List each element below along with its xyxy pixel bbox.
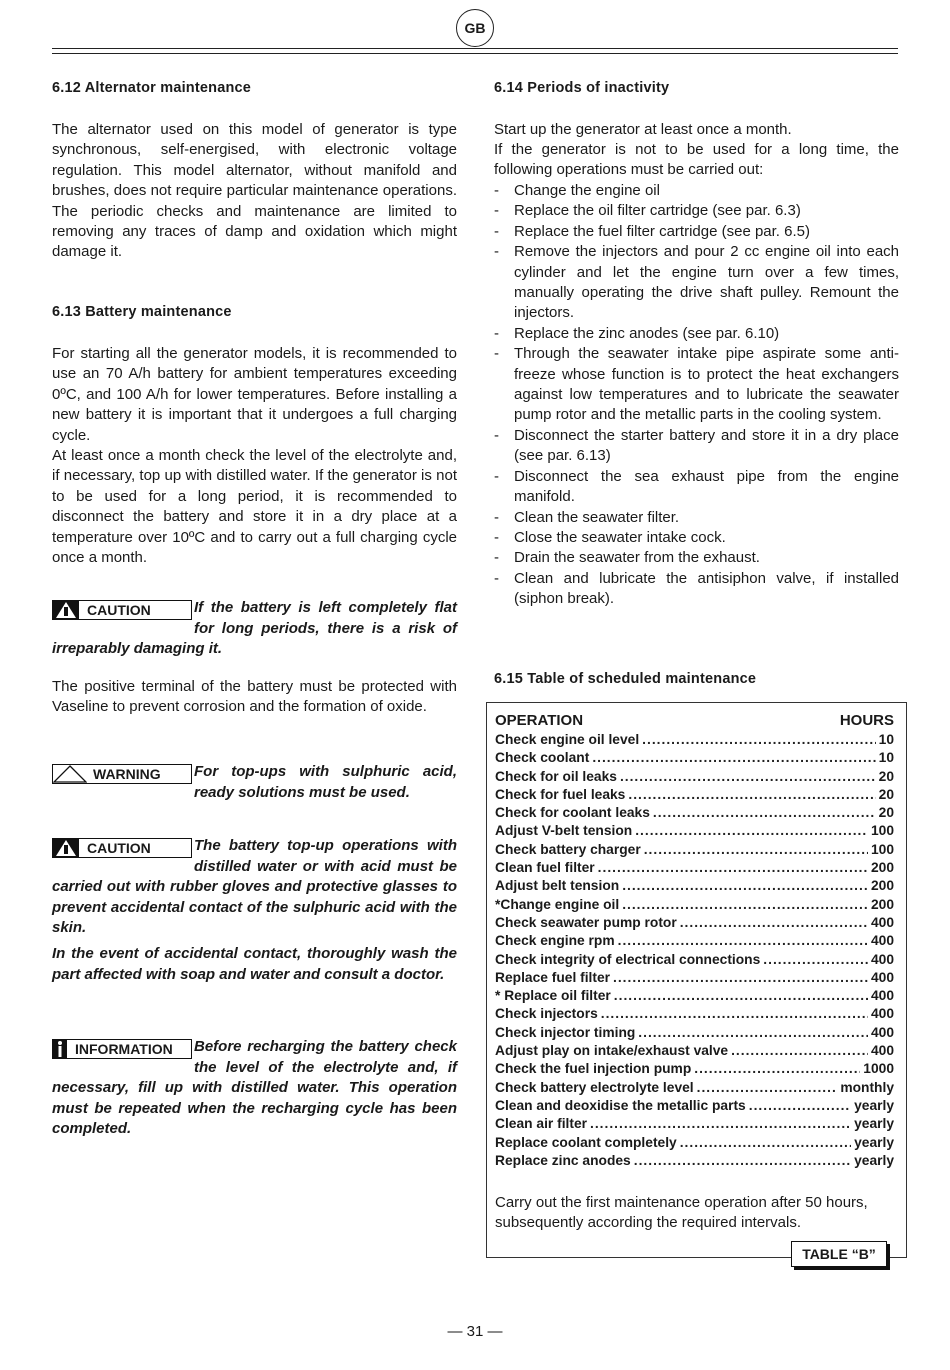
caution-notice-1 bbox=[52, 598, 457, 660]
row-operation: Check injector timing bbox=[495, 1024, 636, 1040]
row-operation: Check coolant bbox=[495, 750, 590, 766]
table-tag: TABLE “B” bbox=[791, 1241, 887, 1267]
table-row bbox=[495, 1098, 894, 1116]
list-item: - Disconnect the starter battery and store it in a dry place (see par. 6.13) bbox=[494, 426, 899, 467]
row-operation: Adjust V-belt tension bbox=[495, 823, 633, 839]
row-hours: 1000 bbox=[863, 1061, 894, 1077]
section-6-15-title: 6.15 Table of scheduled maintenance bbox=[494, 671, 757, 687]
row-operation: Replace coolant completely bbox=[495, 1134, 677, 1150]
warning-badge: WARNING bbox=[52, 760, 192, 784]
row-operation: Check for fuel leaks bbox=[495, 786, 626, 802]
warning-triangle-icon bbox=[53, 765, 87, 783]
row-hours: 200 bbox=[870, 878, 894, 894]
dot-leader bbox=[680, 915, 868, 930]
battery-body-2: At least once a month check the level of the electrolyte and, if necessary, top up with distilled water. If the generator is not to be used for a long period, it is recommended to disconnect the battery and store it in a dry place at a temperature over 10ºC and to carry out a full charging cycle once a month. bbox=[52, 447, 457, 567]
dot-leader bbox=[634, 1153, 851, 1168]
hazard-hand-icon bbox=[53, 839, 79, 857]
inactivity-intro-2: If the generator is not to be used for a long time, the following operations must be carried out: bbox=[494, 141, 899, 179]
header-rule-bottom bbox=[52, 53, 898, 54]
list-item: - Clean and lubricate the antisiphon valve, if installed (siphon break). bbox=[494, 569, 899, 610]
row-hours: 400 bbox=[870, 988, 894, 1004]
table-row bbox=[495, 1153, 894, 1171]
dot-leader bbox=[601, 1006, 868, 1021]
table-row bbox=[495, 933, 894, 951]
information-notice bbox=[52, 1037, 457, 1140]
table-row bbox=[495, 1006, 894, 1024]
table-row bbox=[495, 915, 894, 933]
row-operation: *Change engine oil bbox=[495, 896, 620, 912]
list-item: - Through the seawater intake pipe aspirate some anti-freeze whose function is to protect the heat exchangers against low temperatures and to lubricate the seawater pump rotor and the metallic parts in the cooling system. bbox=[494, 344, 899, 426]
row-operation: Clean fuel filter bbox=[495, 860, 595, 876]
hazard-hand-icon bbox=[53, 601, 79, 619]
row-hours: 100 bbox=[870, 841, 894, 857]
section-6-14-title: 6.14 Periods of inactivity bbox=[494, 80, 670, 96]
row-operation: Check engine oil level bbox=[495, 732, 640, 747]
table-row bbox=[495, 970, 894, 988]
dot-leader bbox=[622, 878, 868, 893]
table-row bbox=[495, 842, 894, 860]
row-operation: Check engine rpm bbox=[495, 933, 615, 949]
table-row bbox=[495, 787, 894, 805]
table-row bbox=[495, 897, 894, 915]
list-item: - Remove the injectors and pour 2 cc engine oil into each cylinder and let the engine turn over a few times, manually operating the drive shaft pulley. Remount the injectors. bbox=[494, 242, 899, 324]
table-row bbox=[495, 952, 894, 970]
information-badge: INFORMATION bbox=[52, 1035, 192, 1059]
dot-leader bbox=[749, 1098, 851, 1113]
row-operation: Check the fuel injection pump bbox=[495, 1061, 692, 1077]
row-hours: 200 bbox=[870, 860, 894, 876]
row-hours: 400 bbox=[870, 951, 894, 967]
row-operation: Check battery electrolyte level bbox=[495, 1079, 694, 1095]
warning-text: For top-ups with sulphuric acid, ready solutions must be used. bbox=[194, 763, 457, 801]
list-item: - Change the engine oil bbox=[494, 181, 899, 201]
dot-leader bbox=[697, 1080, 838, 1095]
row-hours: yearly bbox=[854, 1116, 894, 1132]
table-row bbox=[495, 1061, 894, 1079]
row-operation: Replace fuel filter bbox=[495, 969, 611, 985]
row-hours: 400 bbox=[870, 1006, 894, 1022]
row-operation: Check for oil leaks bbox=[495, 768, 617, 784]
row-hours: monthly bbox=[840, 1079, 894, 1095]
table-row bbox=[495, 732, 894, 750]
row-operation: Check integrity of electrical connections bbox=[495, 951, 761, 967]
row-operation: Check for coolant leaks bbox=[495, 805, 650, 821]
dot-leader bbox=[613, 970, 868, 985]
row-operation: Check seawater pump rotor bbox=[495, 914, 677, 930]
table-row bbox=[495, 769, 894, 787]
warning-notice bbox=[52, 762, 457, 803]
table-row bbox=[495, 1025, 894, 1043]
inactivity-intro-1: Start up the generator at least once a month. bbox=[494, 121, 792, 138]
dot-leader bbox=[592, 750, 875, 765]
table-rows bbox=[495, 732, 894, 1171]
table-note: Carry out the first maintenance operation after 50 hours, subsequently according the required intervals. bbox=[495, 1194, 868, 1232]
list-item: - Drain the seawater from the exhaust. bbox=[494, 548, 899, 568]
row-operation: Clean air filter bbox=[495, 1116, 588, 1132]
dot-leader bbox=[635, 823, 868, 838]
row-hours: 10 bbox=[878, 732, 894, 747]
battery-body-3: The positive terminal of the battery must be protected with Vaseline to prevent corrosion and the formation of oxide. bbox=[52, 678, 457, 716]
table-row bbox=[495, 860, 894, 878]
table-row bbox=[495, 878, 894, 896]
table-row bbox=[495, 1043, 894, 1061]
section-6-12-body: The alternator used on this model of generator is type synchronous, self-energised, with electronic voltage regulation. This model alternator, without manifold and brushes, does not require particular maintenance operations. The periodic checks and maintenance are limited to removing any traces of damp and oxidation which might damage it. bbox=[52, 121, 457, 261]
row-hours: yearly bbox=[854, 1152, 894, 1168]
row-hours: 400 bbox=[870, 1043, 894, 1059]
list-item: - Replace the oil filter cartridge (see par. 6.3) bbox=[494, 201, 899, 221]
information-text: Before recharging the battery check the level of the electrolyte and, if necessary, fill up with distilled water. This operation must be repeated when the recharging cycle has been completed. bbox=[52, 1038, 457, 1137]
dot-leader bbox=[653, 805, 876, 820]
dot-leader bbox=[620, 769, 876, 784]
row-hours: yearly bbox=[854, 1097, 894, 1113]
row-hours: 20 bbox=[878, 805, 894, 821]
dot-leader bbox=[638, 1025, 868, 1040]
header-rule-top bbox=[52, 48, 898, 49]
dot-leader bbox=[590, 1116, 851, 1131]
row-hours: 400 bbox=[870, 933, 894, 949]
caution-2-text: The battery top-up operations with distilled water or with acid must be carried out with rubber gloves and protective glasses to prevent accidental contact of the sulphuric acid with the skin. bbox=[52, 837, 457, 936]
column-operation: OPERATION bbox=[495, 712, 584, 729]
row-hours: 20 bbox=[878, 768, 894, 784]
dot-leader bbox=[622, 897, 868, 912]
table-row bbox=[495, 1080, 894, 1098]
table-row bbox=[495, 823, 894, 841]
row-operation: Check battery charger bbox=[495, 841, 641, 857]
inactivity-list bbox=[494, 181, 899, 610]
row-hours: 400 bbox=[870, 1024, 894, 1040]
caution-1-text: If the battery is left completely flat for long periods, there is a risk of irreparably damaging it. bbox=[52, 599, 457, 657]
list-item: - Disconnect the sea exhaust pipe from the engine manifold. bbox=[494, 467, 899, 508]
dot-leader bbox=[614, 988, 868, 1003]
info-icon bbox=[53, 1040, 67, 1058]
section-6-13-title: 6.13 Battery maintenance bbox=[52, 304, 232, 320]
dot-leader bbox=[642, 732, 875, 747]
caution-2-text-2: In the event of accidental contact, thoroughly wash the part affected with soap and water and consult a doctor. bbox=[52, 945, 457, 983]
table-row bbox=[495, 988, 894, 1006]
dot-leader bbox=[731, 1043, 868, 1058]
dot-leader bbox=[644, 842, 868, 857]
row-hours: yearly bbox=[854, 1134, 894, 1150]
caution-notice-2 bbox=[52, 836, 457, 939]
row-operation: Adjust play on intake/exhaust valve bbox=[495, 1043, 729, 1059]
list-item: - Replace the zinc anodes (see par. 6.10) bbox=[494, 324, 899, 344]
dot-leader bbox=[694, 1061, 860, 1076]
dot-leader bbox=[763, 952, 868, 967]
row-operation: Clean and deoxidise the metallic parts bbox=[495, 1097, 746, 1113]
caution-badge: CAUTION bbox=[52, 596, 192, 620]
row-hours: 200 bbox=[870, 896, 894, 912]
row-operation: * Replace oil filter bbox=[495, 988, 611, 1004]
caution-badge: CAUTION bbox=[52, 834, 192, 858]
dot-leader bbox=[628, 787, 875, 802]
row-operation: Replace zinc anodes bbox=[495, 1152, 631, 1168]
row-hours: 10 bbox=[878, 750, 894, 766]
row-hours: 100 bbox=[870, 823, 894, 839]
table-row bbox=[495, 1135, 894, 1153]
list-item: - Replace the fuel filter cartridge (see par. 6.5) bbox=[494, 222, 899, 242]
language-badge: GB bbox=[456, 9, 494, 47]
row-operation: Check injectors bbox=[495, 1006, 598, 1022]
table-row bbox=[495, 805, 894, 823]
table-row bbox=[495, 1116, 894, 1134]
row-hours: 400 bbox=[870, 914, 894, 930]
row-hours: 20 bbox=[878, 786, 894, 802]
row-hours: 400 bbox=[870, 969, 894, 985]
maintenance-table bbox=[486, 702, 907, 1262]
page-number: — 31 — bbox=[447, 1323, 503, 1340]
dot-leader bbox=[598, 860, 868, 875]
dot-leader bbox=[618, 933, 868, 948]
table-row bbox=[495, 750, 894, 768]
battery-body-1: For starting all the generator models, it is recommended to use an 70 A/h battery for ambient temperatures exceeding 0ºC, and 100 A/h for lower temperatures. Before installing a new battery it is important that it undergoes a full charging cycle. bbox=[52, 345, 457, 444]
column-hours: HOURS bbox=[839, 712, 894, 729]
row-operation: Adjust belt tension bbox=[495, 878, 620, 894]
section-6-12-title: 6.12 Alternator maintenance bbox=[52, 80, 252, 96]
dot-leader bbox=[680, 1135, 851, 1150]
list-item: - Close the seawater intake cock. bbox=[494, 528, 899, 548]
table-header bbox=[495, 712, 894, 729]
list-item: - Clean the seawater filter. bbox=[494, 508, 899, 528]
